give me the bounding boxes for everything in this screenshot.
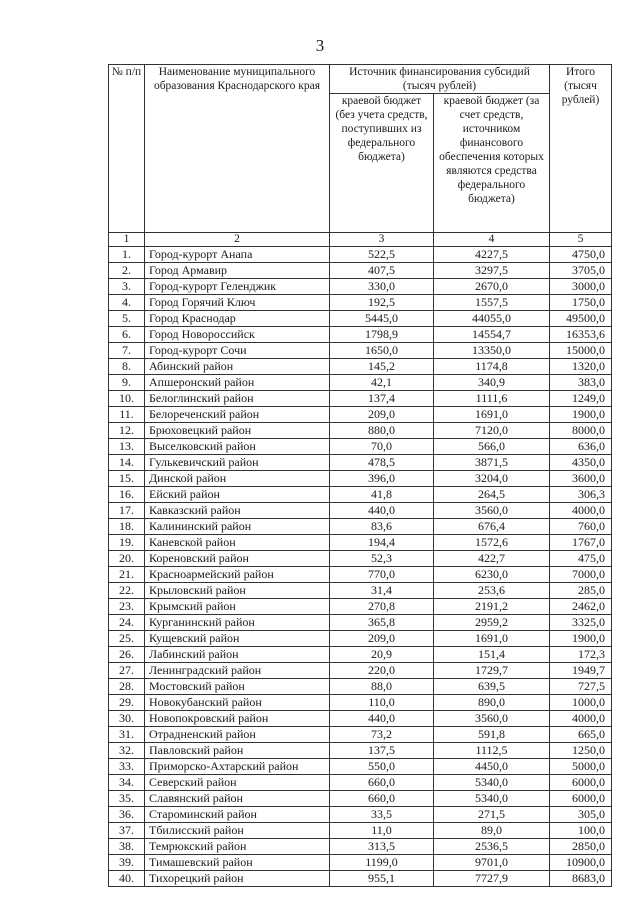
column-index: 3 [330, 233, 434, 247]
regional-budget-value: 5445,0 [330, 311, 434, 327]
regional-budget-value: 209,0 [330, 407, 434, 423]
regional-budget-value: 194,4 [330, 535, 434, 551]
row-number: 17. [109, 503, 145, 519]
table-row [109, 807, 612, 823]
federal-budget-value: 7727,9 [434, 871, 550, 887]
row-number: 4. [109, 295, 145, 311]
regional-budget-value: 1199,0 [330, 855, 434, 871]
column-index: 4 [434, 233, 550, 247]
municipality-name: Брюховецкий район [145, 423, 330, 439]
row-number: 6. [109, 327, 145, 343]
regional-budget-value: 83,6 [330, 519, 434, 535]
federal-budget-value: 1111,6 [434, 391, 550, 407]
header-num: № п/п [109, 65, 145, 233]
total-value: 1949,7 [550, 663, 612, 679]
table-row [109, 503, 612, 519]
table-row [109, 775, 612, 791]
row-number: 22. [109, 583, 145, 599]
federal-budget-value: 1691,0 [434, 407, 550, 423]
federal-budget-value: 890,0 [434, 695, 550, 711]
federal-budget-value: 422,7 [434, 551, 550, 567]
federal-budget-value: 1557,5 [434, 295, 550, 311]
municipality-name: Лабинский район [145, 647, 330, 663]
regional-budget-value: 270,8 [330, 599, 434, 615]
total-value: 1900,0 [550, 407, 612, 423]
row-number: 13. [109, 439, 145, 455]
regional-budget-value: 20,9 [330, 647, 434, 663]
municipality-name: Город-курорт Анапа [145, 247, 330, 263]
total-value: 2462,0 [550, 599, 612, 615]
regional-budget-value: 440,0 [330, 711, 434, 727]
regional-budget-value: 137,4 [330, 391, 434, 407]
municipality-name: Каневской район [145, 535, 330, 551]
municipality-name: Отрадненский район [145, 727, 330, 743]
row-number: 40. [109, 871, 145, 887]
row-number: 23. [109, 599, 145, 615]
total-value: 4000,0 [550, 503, 612, 519]
table-row [109, 455, 612, 471]
row-number: 30. [109, 711, 145, 727]
row-number: 32. [109, 743, 145, 759]
total-value: 383,0 [550, 375, 612, 391]
regional-budget-value: 770,0 [330, 567, 434, 583]
row-number: 3. [109, 279, 145, 295]
total-value: 2850,0 [550, 839, 612, 855]
federal-budget-value: 340,9 [434, 375, 550, 391]
federal-budget-value: 4450,0 [434, 759, 550, 775]
row-number: 1. [109, 247, 145, 263]
table-row [109, 551, 612, 567]
regional-budget-value: 31,4 [330, 583, 434, 599]
municipality-name: Староминский район [145, 807, 330, 823]
municipality-name: Город-курорт Геленджик [145, 279, 330, 295]
municipality-name: Славянский район [145, 791, 330, 807]
table-row [109, 471, 612, 487]
table-body [109, 247, 612, 887]
municipality-name: Город Горячий Ключ [145, 295, 330, 311]
table-row [109, 855, 612, 871]
total-value: 475,0 [550, 551, 612, 567]
row-number: 29. [109, 695, 145, 711]
municipality-name: Кущевский район [145, 631, 330, 647]
total-value: 4000,0 [550, 711, 612, 727]
federal-budget-value: 3204,0 [434, 471, 550, 487]
table-row [109, 759, 612, 775]
municipality-name: Гулькевичский район [145, 455, 330, 471]
regional-budget-value: 365,8 [330, 615, 434, 631]
table-row [109, 247, 612, 263]
municipality-name: Город Краснодар [145, 311, 330, 327]
total-value: 727,5 [550, 679, 612, 695]
page-number: 3 [315, 36, 325, 55]
municipality-name: Темрюкский район [145, 839, 330, 855]
row-number: 27. [109, 663, 145, 679]
municipality-name: Калининский район [145, 519, 330, 535]
federal-budget-value: 44055,0 [434, 311, 550, 327]
regional-budget-value: 88,0 [330, 679, 434, 695]
column-index-row [109, 233, 612, 247]
row-number: 37. [109, 823, 145, 839]
municipality-name: Ейский район [145, 487, 330, 503]
regional-budget-value: 880,0 [330, 423, 434, 439]
table-row [109, 263, 612, 279]
federal-budget-value: 3871,5 [434, 455, 550, 471]
table-row [109, 583, 612, 599]
regional-budget-value: 313,5 [330, 839, 434, 855]
row-number: 25. [109, 631, 145, 647]
table-row [109, 791, 612, 807]
federal-budget-value: 9701,0 [434, 855, 550, 871]
table-row [109, 647, 612, 663]
table-row [109, 327, 612, 343]
regional-budget-value: 660,0 [330, 791, 434, 807]
table-row [109, 567, 612, 583]
total-value: 10900,0 [550, 855, 612, 871]
total-value: 305,0 [550, 807, 612, 823]
table-row [109, 359, 612, 375]
municipality-name: Тбилисский район [145, 823, 330, 839]
municipality-name: Крыловский район [145, 583, 330, 599]
federal-budget-value: 7120,0 [434, 423, 550, 439]
row-number: 18. [109, 519, 145, 535]
federal-budget-value: 3297,5 [434, 263, 550, 279]
table-row [109, 711, 612, 727]
municipality-name: Новокубанский район [145, 695, 330, 711]
federal-budget-value: 676,4 [434, 519, 550, 535]
total-value: 6000,0 [550, 791, 612, 807]
municipality-name: Северский район [145, 775, 330, 791]
regional-budget-value: 660,0 [330, 775, 434, 791]
federal-budget-value: 1174,8 [434, 359, 550, 375]
total-value: 8683,0 [550, 871, 612, 887]
regional-budget-value: 33,5 [330, 807, 434, 823]
row-number: 31. [109, 727, 145, 743]
regional-budget-value: 330,0 [330, 279, 434, 295]
row-number: 19. [109, 535, 145, 551]
row-number: 38. [109, 839, 145, 855]
table-row [109, 727, 612, 743]
federal-budget-value: 3560,0 [434, 503, 550, 519]
header-regional: краевой бюджет (без учета средств, поступивших из федерального бюджета) [330, 94, 434, 233]
regional-budget-value: 209,0 [330, 631, 434, 647]
total-value: 172,3 [550, 647, 612, 663]
municipality-name: Крымский район [145, 599, 330, 615]
regional-budget-value: 137,5 [330, 743, 434, 759]
row-number: 11. [109, 407, 145, 423]
federal-budget-value: 566,0 [434, 439, 550, 455]
total-value: 3325,0 [550, 615, 612, 631]
total-value: 1000,0 [550, 695, 612, 711]
table-row [109, 439, 612, 455]
total-value: 1750,0 [550, 295, 612, 311]
table-row [109, 599, 612, 615]
total-value: 16353,6 [550, 327, 612, 343]
total-value: 306,3 [550, 487, 612, 503]
municipality-name: Тихорецкий район [145, 871, 330, 887]
municipality-name: Город Армавир [145, 263, 330, 279]
table-row [109, 519, 612, 535]
total-value: 8000,0 [550, 423, 612, 439]
row-number: 36. [109, 807, 145, 823]
federal-budget-value: 2536,5 [434, 839, 550, 855]
total-value: 665,0 [550, 727, 612, 743]
municipality-name: Город-курорт Сочи [145, 343, 330, 359]
header-row-1 [109, 65, 612, 94]
total-value: 1249,0 [550, 391, 612, 407]
federal-budget-value: 6230,0 [434, 567, 550, 583]
federal-budget-value: 2670,0 [434, 279, 550, 295]
row-number: 12. [109, 423, 145, 439]
table-row [109, 839, 612, 855]
regional-budget-value: 407,5 [330, 263, 434, 279]
subsidy-table [108, 64, 612, 887]
row-number: 34. [109, 775, 145, 791]
municipality-name: Кореновский район [145, 551, 330, 567]
regional-budget-value: 42,1 [330, 375, 434, 391]
total-value: 7000,0 [550, 567, 612, 583]
row-number: 20. [109, 551, 145, 567]
total-value: 636,0 [550, 439, 612, 455]
row-number: 10. [109, 391, 145, 407]
table-row [109, 343, 612, 359]
federal-budget-value: 271,5 [434, 807, 550, 823]
regional-budget-value: 41,8 [330, 487, 434, 503]
total-value: 6000,0 [550, 775, 612, 791]
federal-budget-value: 3560,0 [434, 711, 550, 727]
table-row [109, 535, 612, 551]
federal-budget-value: 4227,5 [434, 247, 550, 263]
row-number: 39. [109, 855, 145, 871]
total-value: 3600,0 [550, 471, 612, 487]
regional-budget-value: 1798,9 [330, 327, 434, 343]
municipality-name: Курганинский район [145, 615, 330, 631]
total-value: 285,0 [550, 583, 612, 599]
municipality-name: Белоглинский район [145, 391, 330, 407]
row-number: 35. [109, 791, 145, 807]
regional-budget-value: 220,0 [330, 663, 434, 679]
header-total: Итого (тысяч рублей) [550, 65, 612, 233]
table-row [109, 295, 612, 311]
municipality-name: Апшеронский район [145, 375, 330, 391]
federal-budget-value: 1691,0 [434, 631, 550, 647]
row-number: 7. [109, 343, 145, 359]
regional-budget-value: 550,0 [330, 759, 434, 775]
row-number: 5. [109, 311, 145, 327]
table-row [109, 311, 612, 327]
total-value: 3705,0 [550, 263, 612, 279]
regional-budget-value: 192,5 [330, 295, 434, 311]
table-row [109, 407, 612, 423]
municipality-name: Абинский район [145, 359, 330, 375]
table-row [109, 423, 612, 439]
federal-budget-value: 1572,6 [434, 535, 550, 551]
federal-budget-value: 89,0 [434, 823, 550, 839]
row-number: 24. [109, 615, 145, 631]
row-number: 15. [109, 471, 145, 487]
federal-budget-value: 2191,2 [434, 599, 550, 615]
total-value: 1250,0 [550, 743, 612, 759]
table-row [109, 823, 612, 839]
regional-budget-value: 145,2 [330, 359, 434, 375]
federal-budget-value: 264,5 [434, 487, 550, 503]
table-row [109, 375, 612, 391]
federal-budget-value: 14554,7 [434, 327, 550, 343]
total-value: 15000,0 [550, 343, 612, 359]
column-index: 2 [145, 233, 330, 247]
municipality-name: Приморско-Ахтарский район [145, 759, 330, 775]
municipality-name: Динской район [145, 471, 330, 487]
federal-budget-value: 591,8 [434, 727, 550, 743]
regional-budget-value: 522,5 [330, 247, 434, 263]
federal-budget-value: 5340,0 [434, 775, 550, 791]
regional-budget-value: 11,0 [330, 823, 434, 839]
row-number: 2. [109, 263, 145, 279]
regional-budget-value: 70,0 [330, 439, 434, 455]
total-value: 1900,0 [550, 631, 612, 647]
total-value: 5000,0 [550, 759, 612, 775]
header-source: Источник финансирования субсидий (тысяч рублей) [330, 65, 550, 94]
federal-budget-value: 639,5 [434, 679, 550, 695]
row-number: 33. [109, 759, 145, 775]
municipality-name: Тимашевский район [145, 855, 330, 871]
column-index: 5 [550, 233, 612, 247]
table-row [109, 871, 612, 887]
municipality-name: Выселковский район [145, 439, 330, 455]
regional-budget-value: 73,2 [330, 727, 434, 743]
table-row [109, 631, 612, 647]
row-number: 16. [109, 487, 145, 503]
total-value: 760,0 [550, 519, 612, 535]
total-value: 4350,0 [550, 455, 612, 471]
federal-budget-value: 253,6 [434, 583, 550, 599]
header-name: Наименование муниципального образования Краснодарского края [145, 65, 330, 233]
regional-budget-value: 396,0 [330, 471, 434, 487]
column-index: 1 [109, 233, 145, 247]
total-value: 4750,0 [550, 247, 612, 263]
municipality-name: Белореченский район [145, 407, 330, 423]
municipality-name: Ленинградский район [145, 663, 330, 679]
federal-budget-value: 2959,2 [434, 615, 550, 631]
table-row [109, 663, 612, 679]
total-value: 49500,0 [550, 311, 612, 327]
federal-budget-value: 151,4 [434, 647, 550, 663]
header-federal: краевой бюджет (за счет средств, источником финансового обеспечения которых являются средства федерального бюджета) [434, 94, 550, 233]
regional-budget-value: 478,5 [330, 455, 434, 471]
row-number: 14. [109, 455, 145, 471]
regional-budget-value: 52,3 [330, 551, 434, 567]
table-row [109, 391, 612, 407]
total-value: 100,0 [550, 823, 612, 839]
municipality-name: Город Новороссийск [145, 327, 330, 343]
table-row [109, 743, 612, 759]
row-number: 21. [109, 567, 145, 583]
federal-budget-value: 1112,5 [434, 743, 550, 759]
total-value: 1320,0 [550, 359, 612, 375]
municipality-name: Красноармейский район [145, 567, 330, 583]
municipality-name: Мостовский район [145, 679, 330, 695]
table-row [109, 487, 612, 503]
regional-budget-value: 110,0 [330, 695, 434, 711]
total-value: 1767,0 [550, 535, 612, 551]
table-row [109, 679, 612, 695]
row-number: 26. [109, 647, 145, 663]
municipality-name: Кавказский район [145, 503, 330, 519]
regional-budget-value: 440,0 [330, 503, 434, 519]
table-row [109, 615, 612, 631]
table-row [109, 279, 612, 295]
total-value: 3000,0 [550, 279, 612, 295]
regional-budget-value: 1650,0 [330, 343, 434, 359]
row-number: 9. [109, 375, 145, 391]
federal-budget-value: 5340,0 [434, 791, 550, 807]
federal-budget-value: 1729,7 [434, 663, 550, 679]
municipality-name: Новопокровский район [145, 711, 330, 727]
municipality-name: Павловский район [145, 743, 330, 759]
federal-budget-value: 13350,0 [434, 343, 550, 359]
row-number: 8. [109, 359, 145, 375]
regional-budget-value: 955,1 [330, 871, 434, 887]
table-row [109, 695, 612, 711]
row-number: 28. [109, 679, 145, 695]
